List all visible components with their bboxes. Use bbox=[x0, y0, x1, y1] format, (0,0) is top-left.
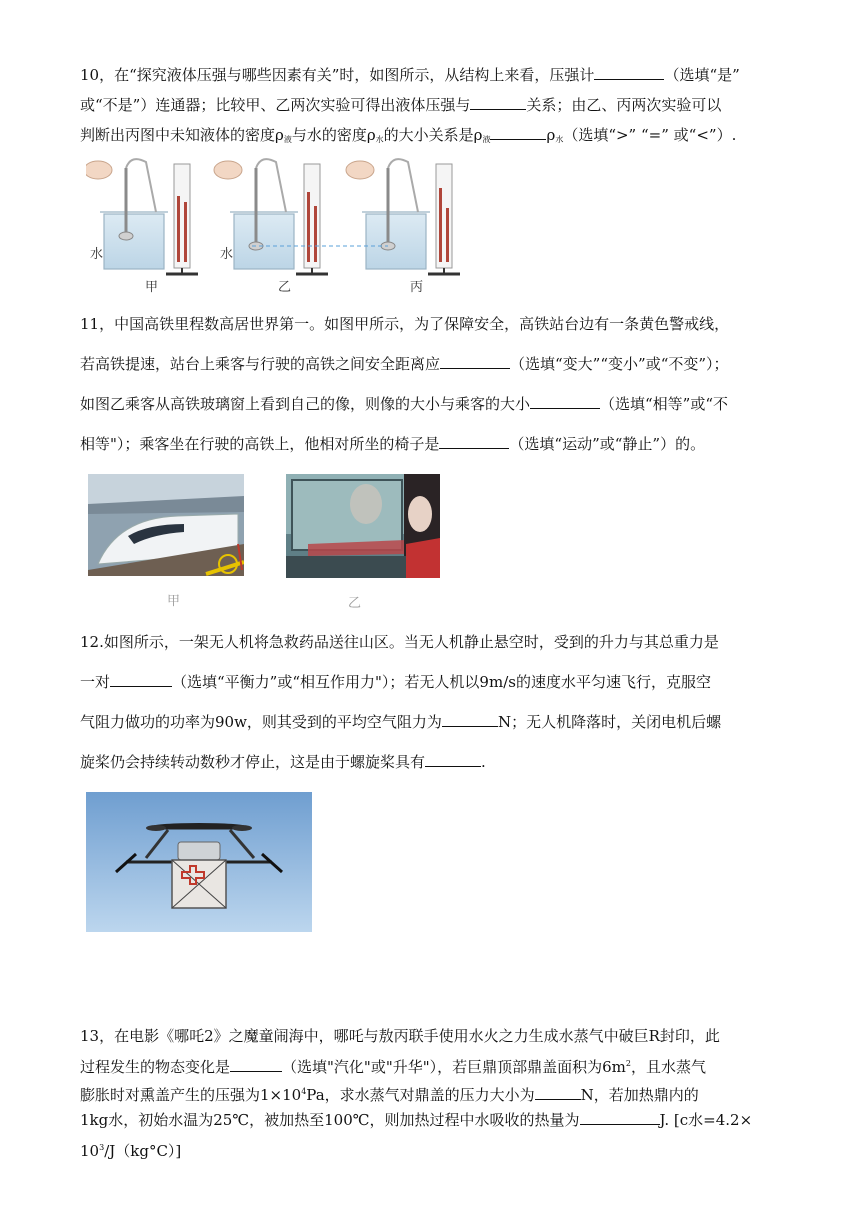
q13-line-2 bbox=[80, 1050, 820, 1078]
figure-caption-yi: 乙 bbox=[348, 595, 362, 610]
subscript: 液 bbox=[283, 135, 292, 144]
hand-icon bbox=[86, 161, 112, 179]
superscript: 4 bbox=[301, 1087, 307, 1096]
question-12 bbox=[80, 622, 820, 782]
q13-line-5 bbox=[80, 1134, 820, 1162]
answer-blank[interactable] bbox=[440, 354, 510, 369]
q13-text: 膨胀时对熏盖产生的压强为1×10 bbox=[80, 1086, 302, 1104]
q13-line-3 bbox=[80, 1078, 820, 1106]
q12-text: 气阻力做功的功率为90w，则其受到的平均空气阻力为 bbox=[80, 713, 442, 731]
q10-text: （选填“>” “=” 或“<”）. bbox=[563, 126, 737, 144]
q12-line-1 bbox=[80, 622, 820, 662]
q12-text: N；无人机降落时，关闭电机后螺 bbox=[497, 713, 722, 731]
answer-blank[interactable] bbox=[535, 1085, 581, 1100]
q12-text: 一对 bbox=[80, 673, 111, 691]
answer-blank[interactable] bbox=[425, 752, 481, 767]
setup-bing bbox=[346, 159, 460, 274]
q11-text: 如图乙乘客从高铁玻璃窗上看到自己的像，则像的大小与乘客的大小 bbox=[80, 395, 531, 413]
figure-caption-jia: 甲 bbox=[145, 279, 159, 294]
answer-blank[interactable] bbox=[442, 712, 498, 727]
pressure-experiment-figure bbox=[86, 156, 476, 296]
figure-caption-bing: 丙 bbox=[410, 279, 424, 294]
q11-text: （选填“运动”或“静止”）的。 bbox=[509, 435, 706, 453]
q11-line-4 bbox=[80, 424, 820, 464]
train-window-reflection-image bbox=[286, 474, 440, 578]
q12-line-2 bbox=[80, 662, 820, 702]
q11-line-1 bbox=[80, 304, 820, 344]
q12-text: 12.如图所示，一架无人机将急救药品送往山区。当无人机静止悬空时，受到的升力与其总重力是 bbox=[80, 633, 719, 651]
superscript: 3 bbox=[99, 1143, 105, 1152]
q13-text: 13，在电影《哪吒2》之魔童闹海中，哪吒与敖丙联手使用水火之力生成水蒸气中破巨R封印，此 bbox=[80, 1027, 720, 1045]
answer-blank[interactable] bbox=[110, 672, 172, 687]
q10-text: （选填“是” bbox=[664, 66, 740, 84]
q13-text: （选填"汽化"或"升华"），若巨鼎顶部鼎盖面积为6m bbox=[282, 1058, 626, 1076]
high-speed-train-image bbox=[88, 474, 244, 576]
subscript: 水 bbox=[375, 135, 384, 144]
q11-text: 11，中国高铁里程数高居世界第一。如图甲所示，为了保障安全，高铁站台边有一条黄色警戒线， bbox=[80, 315, 730, 333]
drone-image bbox=[86, 792, 312, 932]
q13-text: /J（kg°C）] bbox=[104, 1142, 182, 1160]
q13-text: J. [c水=4.2× bbox=[659, 1111, 753, 1129]
q13-line-1 bbox=[80, 1022, 820, 1050]
question-13 bbox=[80, 1022, 820, 1162]
subscript: 液 bbox=[482, 135, 491, 144]
figure-caption-yi: 乙 bbox=[278, 279, 292, 294]
superscript: 2 bbox=[625, 1059, 631, 1068]
answer-blank[interactable] bbox=[530, 394, 600, 409]
q11-text: （选填“变大”“变小”或“不变”）； bbox=[510, 355, 729, 373]
q11-line-3 bbox=[80, 384, 820, 424]
answer-blank[interactable] bbox=[490, 125, 546, 140]
q13-text: 过程发生的物态变化是 bbox=[80, 1058, 231, 1076]
question-10 bbox=[80, 64, 820, 146]
q10-line-1 bbox=[80, 64, 820, 86]
answer-blank[interactable] bbox=[470, 95, 526, 110]
subscript: 水 bbox=[555, 135, 564, 144]
q11-line-2 bbox=[80, 344, 820, 384]
q10-text: 10，在“探究液体压强与哪些因素有关”时，如图所示，从结构上来看，压强计 bbox=[80, 66, 595, 84]
answer-blank[interactable] bbox=[594, 65, 664, 80]
water-label: 水 bbox=[90, 246, 104, 261]
question-11 bbox=[80, 304, 820, 464]
q10-text: 与水的密度ρ bbox=[291, 126, 376, 144]
q12-line-4 bbox=[80, 742, 820, 782]
q13-text: 10 bbox=[80, 1142, 100, 1160]
q11-text: 相等"）；乘客坐在行驶的高铁上，他相对所坐的椅子是 bbox=[80, 435, 440, 453]
q12-text: 旋桨仍会持续转动数秒才停止，这是由于螺旋桨具有 bbox=[80, 753, 426, 771]
figure-caption-jia: 甲 bbox=[167, 593, 181, 608]
q13-text: ，且水蒸气 bbox=[630, 1058, 706, 1076]
q13-text: 1kg水，初始水温为25℃，被加热至100℃，则加热过程中水吸收的热量为 bbox=[80, 1111, 580, 1129]
answer-blank[interactable] bbox=[580, 1110, 660, 1125]
water-label: 水 bbox=[220, 246, 234, 261]
q13-text: Pa，求水蒸气对鼎盖的压力大小为 bbox=[306, 1086, 535, 1104]
answer-blank[interactable] bbox=[230, 1057, 282, 1072]
q10-text: 判断出丙图中未知液体的密度ρ bbox=[80, 126, 284, 144]
q11-text: （选填“相等”或“不 bbox=[600, 395, 729, 413]
hand-icon bbox=[214, 161, 242, 179]
q12-line-3 bbox=[80, 702, 820, 742]
answer-blank[interactable] bbox=[439, 434, 509, 449]
q10-text: 或“不是”）连通器；比较甲、乙两次实验可得出液体压强与 bbox=[80, 96, 471, 114]
q12-text: . bbox=[481, 753, 486, 771]
q10-line-3 bbox=[80, 124, 820, 146]
q10-text: 关系；由乙、丙两次实验可以 bbox=[526, 96, 722, 114]
q12-text: （选填“平衡力”或“相互作用力"）；若无人机以9m/s的速度水平匀速飞行，克服空 bbox=[172, 673, 711, 691]
q13-text: N，若加热鼎内的 bbox=[580, 1086, 699, 1104]
q10-text: ρ bbox=[546, 126, 556, 144]
q10-line-2 bbox=[80, 94, 820, 116]
q11-text: 若高铁提速，站台上乘客与行驶的高铁之间安全距离应 bbox=[80, 355, 441, 373]
q13-line-4 bbox=[80, 1106, 820, 1134]
q10-text: 的大小关系是ρ bbox=[383, 126, 483, 144]
hand-icon bbox=[346, 161, 374, 179]
